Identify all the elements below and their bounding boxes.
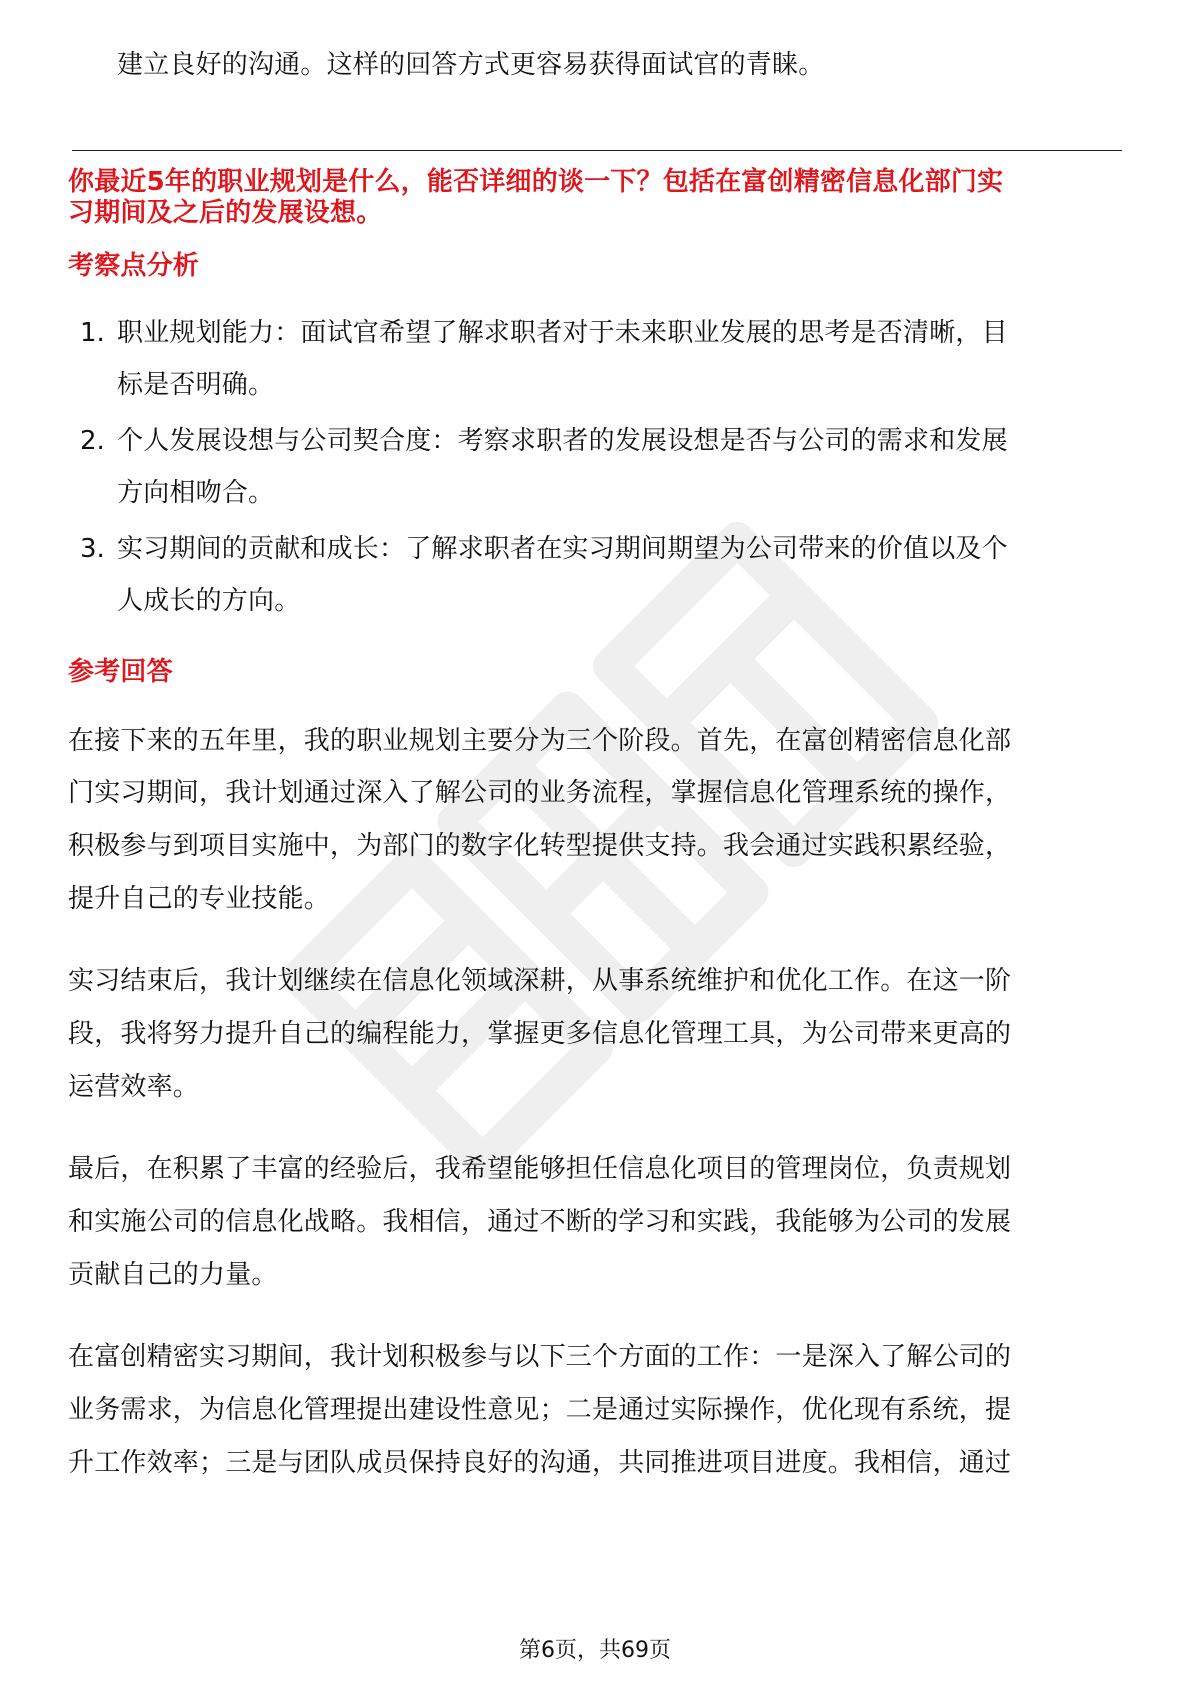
list-item-number: 2. <box>80 426 105 456</box>
list-item-line: 人成长的方向。 <box>117 586 301 616</box>
list-item-line: 标是否明确。 <box>117 370 275 400</box>
answer-paragraph-line: 实习结束后，我计划继续在信息化领域深耕，从事系统维护和优化工作。在这一阶 <box>68 966 1012 996</box>
list-item-line: 实习期间的贡献和成长：了解求职者在实习期间期望为公司带来的价值以及个 <box>117 534 1008 564</box>
answer-heading: 参考回答 <box>68 657 173 687</box>
answer-paragraph-line: 积极参与到项目实施中，为部门的数字化转型提供支持。我会通过实践积累经验， <box>68 831 1012 861</box>
answer-paragraph-line: 门实习期间，我计划通过深入了解公司的业务流程，掌握信息化管理系统的操作， <box>68 778 1012 808</box>
answer-paragraph-line: 和实施公司的信息化战略。我相信，通过不断的学习和实践，我能够为公司的发展 <box>68 1207 1012 1237</box>
section-divider <box>72 150 1122 151</box>
list-item-line: 方向相吻合。 <box>117 478 275 508</box>
list-item-line: 个人发展设想与公司契合度：考察求职者的发展设想是否与公司的需求和发展 <box>117 426 1008 456</box>
answer-paragraph-line: 最后，在积累了丰富的经验后，我希望能够担任信息化项目的管理岗位，负责规划 <box>68 1154 1012 1184</box>
question-line: 习期间及之后的发展设想。 <box>68 198 383 228</box>
analysis-heading: 考察点分析 <box>68 251 200 281</box>
answer-paragraph-line: 运营效率。 <box>68 1072 200 1102</box>
list-item-number: 1. <box>80 318 105 348</box>
answer-paragraph-line: 贡献自己的力量。 <box>68 1260 278 1290</box>
list-item-line: 职业规划能力：面试官希望了解求职者对于未来职业发展的思考是否清晰，目 <box>117 318 1008 348</box>
answer-paragraph-line: 提升自己的专业技能。 <box>68 884 331 914</box>
answer-paragraph-line: 业务需求，为信息化管理提出建设性意见；二是通过实际操作，优化现有系统，提 <box>68 1395 1012 1425</box>
list-item-number: 3. <box>80 534 105 564</box>
answer-paragraph-line: 升工作效率；三是与团队成员保持良好的沟通，共同推进项目进度。我相信，通过 <box>68 1448 1012 1478</box>
answer-paragraph-line: 段，我将努力提升自己的编程能力，掌握更多信息化管理工具，为公司带来更高的 <box>68 1019 1012 1049</box>
question-line: 你最近5年的职业规划是什么，能否详细的谈一下？包括在富创精密信息化部门实 <box>68 167 1004 197</box>
answer-paragraph-line: 在富创精密实习期间，我计划积极参与以下三个方面的工作：一是深入了解公司的 <box>68 1342 1012 1372</box>
answer-paragraph-line: 在接下来的五年里，我的职业规划主要分为三个阶段。首先，在富创精密信息化部 <box>68 726 1012 756</box>
page-number-footer: 第6页，共69页 <box>519 1638 671 1663</box>
top-paragraph-line: 建立良好的沟通。这样的回答方式更容易获得面试官的青睐。 <box>117 50 825 80</box>
